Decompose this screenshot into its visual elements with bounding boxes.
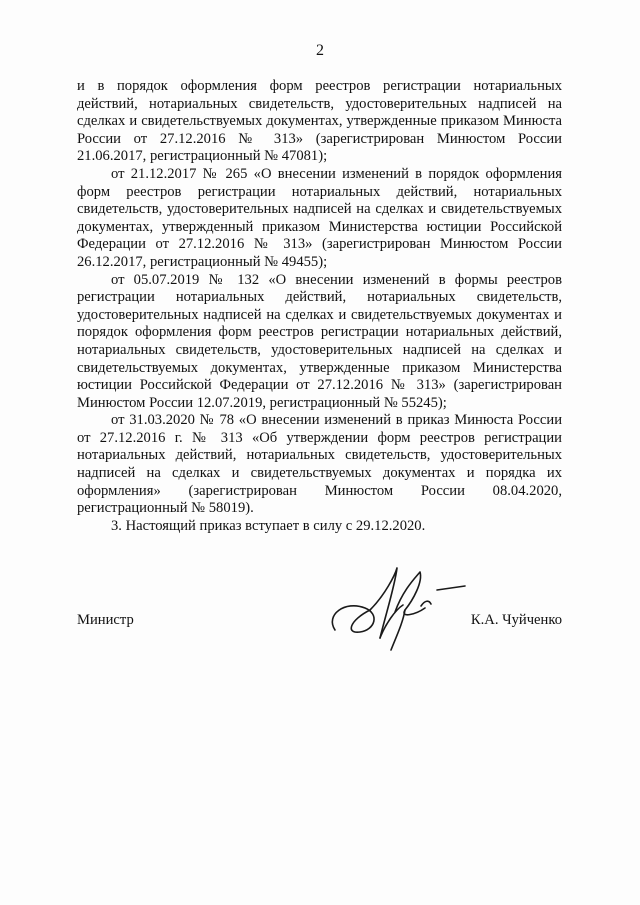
paragraph-order-78: от 31.03.2020 № 78 «О внесении изменений в приказ Минюста России от 27.12.2016 г. № 313 «Об утверждении форм реестров регистрации нотариальных действий, нотариальных свидетельств, удостоверительных надписей на сделках и свидетельствуемых документах и порядка их оформления» (зарегистрирован Минюстом России 08.04.2020, регистрационный № 58019). bbox=[77, 412, 562, 517]
page-number: 2 bbox=[316, 42, 324, 59]
paragraph-order-132: от 05.07.2019 № 132 «О внесении изменений в формы реестров регистрации нотариальных действий, нотариальных свидетельств, удостоверительных надписей на сделках и свидетельствуемых документах и порядок оформления форм реестров регистрации нотариальных действий, нотариальных свидетельств, удостоверительных надписей на сделках и свидетельствуемых документах, утвержденные приказом Министерства юстиции Российской Федерации от 27.12.2016 № 313» (зарегистрирован Минюстом России 12.07.2019, регистрационный № 55245); bbox=[77, 271, 562, 411]
handwritten-signature-icon bbox=[325, 560, 475, 655]
document-body bbox=[77, 78, 562, 535]
signatory-name: К.А. Чуйченко bbox=[470, 612, 562, 628]
paragraph-effective-date: 3. Настоящий приказ вступает в силу с 29.12.2020. bbox=[111, 517, 426, 534]
paragraph-order-265: от 21.12.2017 № 265 «О внесении изменений в порядок оформления форм реестров регистрации нотариальных действий, нотариальных свидетельств, удостоверительных надписей на сделках и свидетельствуемых документах, утвержденный приказом Министерства юстиции Российской Федерации от 27.12.2016 № 313» (зарегистрирован Минюстом России 26.12.2017, регистрационный № 49455); bbox=[77, 165, 562, 270]
paragraph-order-2017-june: и в порядок оформления форм реестров регистрации нотариальных действий, нотариальных свидетельств, удостоверительных надписей на сделках и свидетельствуемых документах, утвержденные приказом Минюста России от 27.12.2016 № 313» (зарегистрирован Минюстом России 21.06.2017, регистрационный № 47081); bbox=[77, 78, 562, 165]
signatory-title: Министр bbox=[77, 612, 134, 628]
signature-block bbox=[77, 560, 562, 670]
